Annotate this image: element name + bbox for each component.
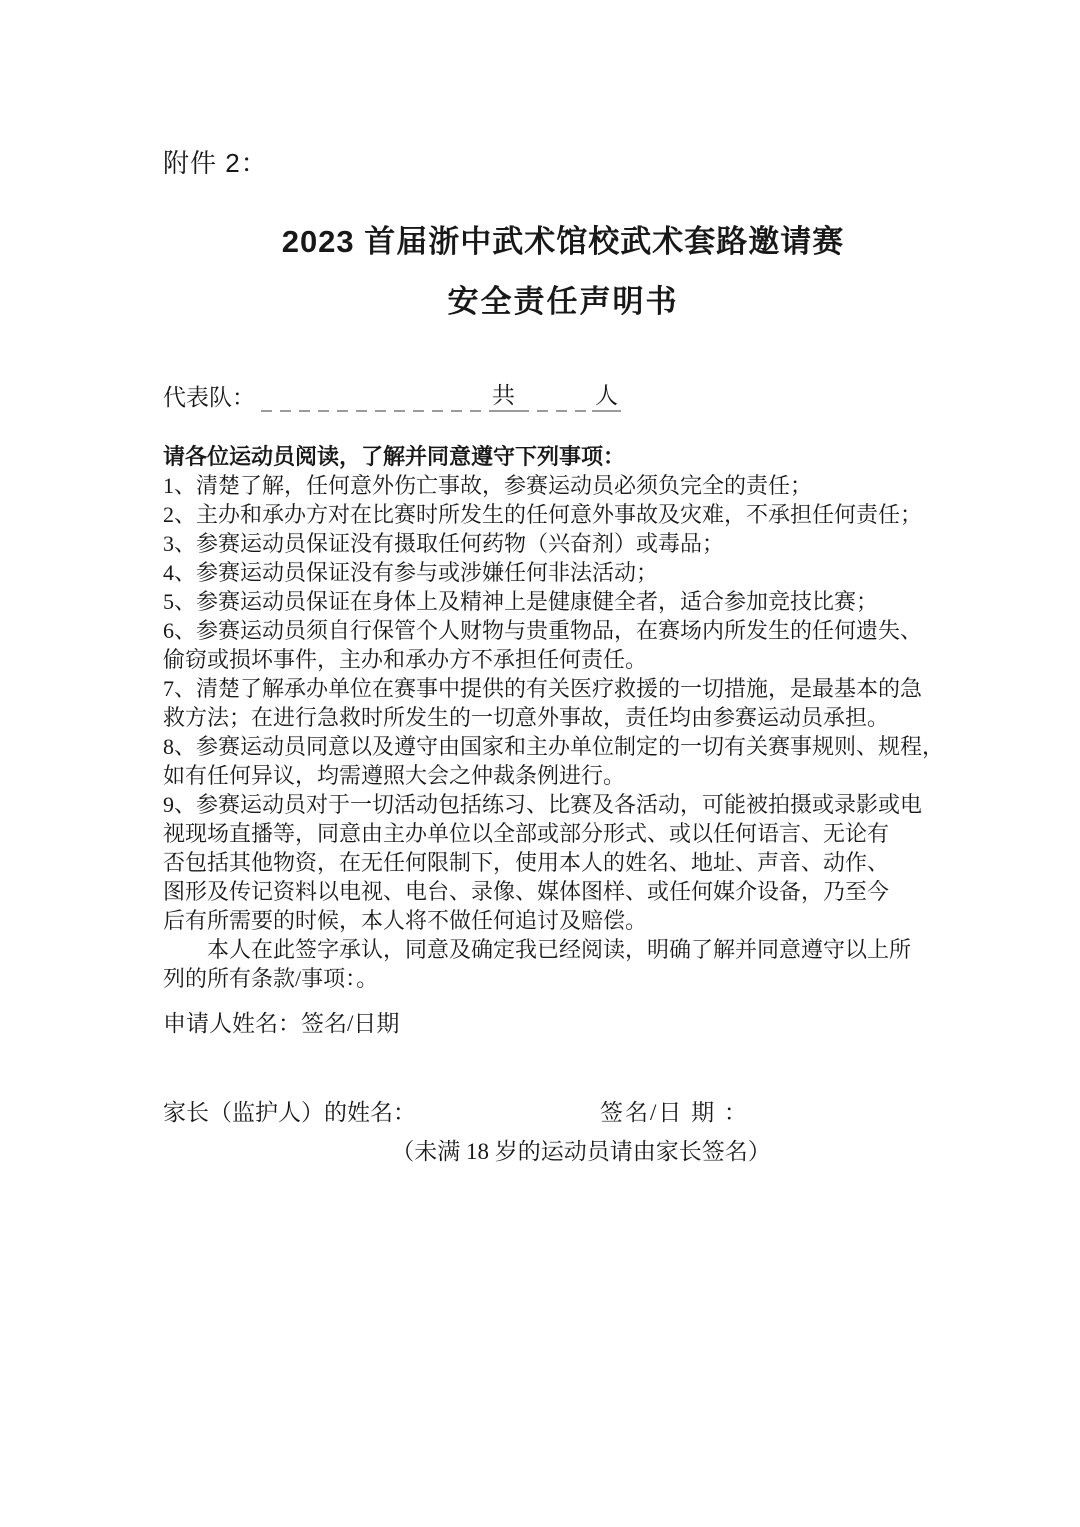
guardian-sign-label: 签名/日 期 ： <box>600 1100 749 1125</box>
document-subtitle: 安全责任声明书 <box>447 284 679 319</box>
notice-line: 3、参赛运动员保证没有摄取任何药物（兴奋剂）或毒品； <box>163 531 725 556</box>
team-name-blank <box>261 384 489 412</box>
notice-line: 图形及传记资料以电视、电台、录像、媒体图样、或任何媒介设备，乃至今 <box>163 879 890 904</box>
notice-line: 列的所有条款/事项：。 <box>163 966 379 991</box>
notice-line: 4、参赛运动员保证没有参与或涉嫌任何非法活动； <box>163 560 659 585</box>
guardian-name-label: 家长（监护人）的姓名： <box>163 1100 416 1125</box>
total-label: 共 <box>489 382 518 412</box>
attachment-label: 附件 2： <box>163 148 268 178</box>
notice-line: 救方法；在进行急救时所发生的一切意外事故，责任均由参赛运动员承担。 <box>163 705 890 730</box>
notice-line: 8、参赛运动员同意以及遵守由国家和主办单位制定的一切有关赛事规则、规程， <box>163 734 945 759</box>
notice-line: 6、参赛运动员须自行保管个人财物与贵重物品，在赛场内所发生的任何遗失、 <box>163 618 923 643</box>
notice-line: 偷窃或损坏事件，主办和承办方不承担任何责任。 <box>163 647 648 672</box>
notice-line: 后有所需要的时候，本人将不做任何追讨及赔偿。 <box>163 908 648 933</box>
notice-line: 2、主办和承办方对在比赛时所发生的任何意外事故及灾难，不承担任何责任； <box>163 502 923 527</box>
headcount-blank <box>518 384 592 412</box>
notice-line: 5、参赛运动员保证在身体上及精神上是健康健全者，适合参加竞技比赛； <box>163 589 879 614</box>
notice-body <box>163 471 963 993</box>
guardian-signature-row <box>163 1098 963 1128</box>
notice-line: 本人在此签字承认，同意及确定我已经阅读，明确了解并同意遵守以上所 <box>207 937 912 962</box>
under18-note: （未满 18 岁的运动员请由家长签名） <box>391 1139 771 1164</box>
document-content <box>163 148 963 1167</box>
team-label: 代表队： <box>163 385 255 410</box>
unit-label: 人 <box>592 382 621 412</box>
notice-line: 9、参赛运动员对于一切活动包括练习、比赛及各活动，可能被拍摄或录影或电 <box>163 792 923 817</box>
notice-line: 如有任何异议，均需遵照大会之仲裁条例进行。 <box>163 763 626 788</box>
document-title: 2023 首届浙中武术馆校武术套路邀请赛 <box>281 224 845 259</box>
notice-line: 视现场直播等，同意由主办单位以全部或部分形式、或以任何语言、无论有 <box>163 821 890 846</box>
team-line <box>163 382 963 412</box>
notice-line: 7、清楚了解承办单位在赛事中提供的有关医疗救援的一切措施，是最基本的急 <box>163 676 923 701</box>
notice-intro: 请各位运动员阅读，了解并同意遵守下列事项： <box>163 444 626 469</box>
applicant-signature-line: 申请人姓名：签名/日期 <box>163 1011 400 1036</box>
notice-line: 1、清楚了解，任何意外伤亡事故，参赛运动员必须负完全的责任； <box>163 473 813 498</box>
notice-line: 否包括其他物资，在无任何限制下，使用本人的姓名、地址、声音、动作、 <box>163 850 890 875</box>
